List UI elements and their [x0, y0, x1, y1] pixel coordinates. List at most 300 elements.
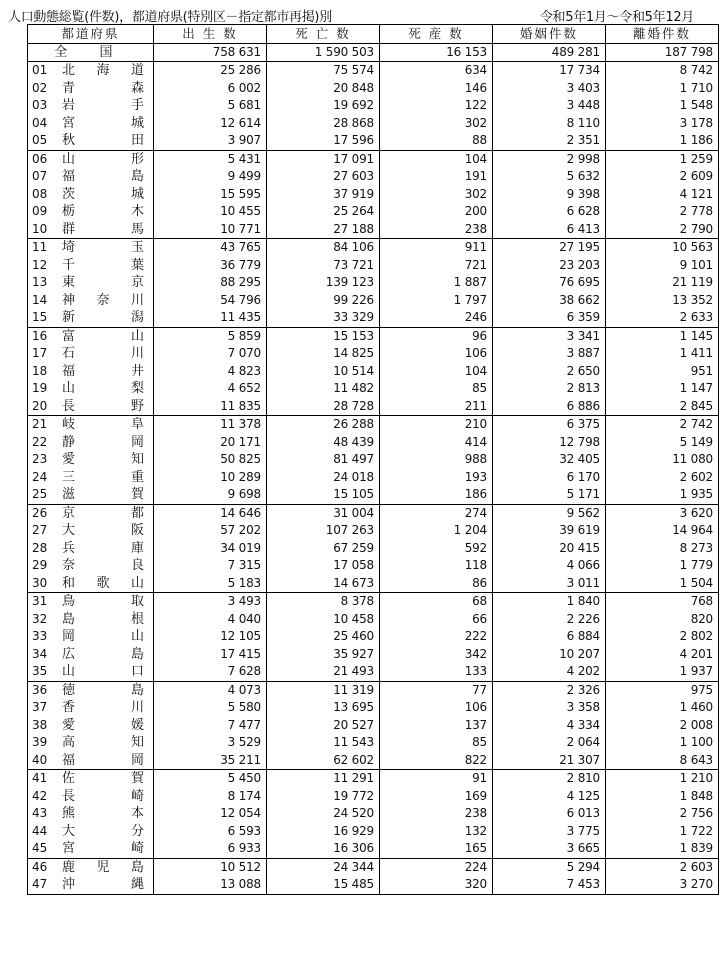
prefecture-cell — [28, 221, 154, 239]
divorces-cell: 1 937 — [606, 663, 719, 681]
prefecture-code: 19 — [32, 381, 48, 395]
deaths-cell: 14 825 — [267, 345, 380, 363]
prefecture-row — [28, 62, 719, 80]
stillbirths-cell: 106 — [380, 699, 493, 717]
births-cell: 7 628 — [154, 663, 267, 681]
prefecture-name: 香 川 — [62, 700, 144, 715]
divorces-cell: 11 080 — [606, 451, 719, 469]
prefecture-cell — [28, 663, 154, 681]
prefecture-row — [28, 327, 719, 345]
births-cell: 57 202 — [154, 522, 267, 540]
prefecture-name: 徳 島 — [62, 682, 144, 698]
marriages-cell: 8 110 — [493, 115, 606, 133]
table-title: 人口動態総覧(件数)，都道府県(特別区－指定都市再掲)別 — [8, 10, 332, 25]
divorces-cell: 2 756 — [606, 805, 719, 823]
prefecture-name: 埼 玉 — [62, 240, 144, 255]
prefecture-row — [28, 469, 719, 487]
deaths-cell: 17 091 — [267, 150, 380, 168]
divorces-cell: 2 602 — [606, 469, 719, 487]
prefecture-row — [28, 257, 719, 275]
prefecture-cell — [28, 416, 154, 434]
marriages-cell: 3 665 — [493, 840, 606, 858]
prefecture-row — [28, 788, 719, 806]
prefecture-cell — [28, 717, 154, 735]
prefecture-code: 35 — [32, 664, 48, 678]
prefecture-name: 宮 城 — [62, 115, 144, 131]
prefecture-code: 30 — [32, 575, 48, 590]
stillbirths-cell: 911 — [380, 239, 493, 257]
stillbirths-cell: 246 — [380, 309, 493, 327]
prefecture-name: 高 知 — [62, 735, 144, 750]
divorces-cell: 1 710 — [606, 80, 719, 98]
deaths-cell: 13 695 — [267, 699, 380, 717]
stillbirths-cell: 414 — [380, 434, 493, 452]
births-cell: 7 477 — [154, 717, 267, 735]
prefecture-code: 20 — [32, 398, 48, 413]
divorces-cell: 2 609 — [606, 168, 719, 186]
divorces-cell: 1 411 — [606, 345, 719, 363]
stillbirths-cell: 118 — [380, 557, 493, 575]
prefecture-code: 25 — [32, 487, 48, 501]
births-cell: 17 415 — [154, 646, 267, 664]
prefecture-name: 京 都 — [62, 505, 144, 521]
divorces-cell: 21 119 — [606, 274, 719, 292]
divorces-cell: 5 149 — [606, 434, 719, 452]
prefecture-code: 15 — [32, 310, 48, 324]
births-cell: 4 823 — [154, 363, 267, 381]
prefecture-code: 42 — [32, 788, 48, 803]
stillbirths-cell: 211 — [380, 398, 493, 416]
marriages-cell: 4 334 — [493, 717, 606, 735]
prefecture-row — [28, 380, 719, 398]
column-header-marriages: 婚姻件数 — [493, 25, 606, 44]
deaths-cell: 8 378 — [267, 593, 380, 611]
divorces-cell: 1 548 — [606, 97, 719, 115]
prefecture-cell — [28, 203, 154, 221]
prefecture-name: 広 島 — [62, 646, 144, 662]
divorces-cell: 2 845 — [606, 398, 719, 416]
stillbirths-cell: 210 — [380, 416, 493, 434]
births-cell: 5 431 — [154, 150, 267, 168]
prefecture-name: 山 梨 — [62, 381, 144, 396]
prefecture-cell — [28, 434, 154, 452]
prefecture-code: 38 — [32, 717, 48, 732]
marriages-cell: 32 405 — [493, 451, 606, 469]
divorces-cell: 9 101 — [606, 257, 719, 275]
births-cell: 43 765 — [154, 239, 267, 257]
divorces-cell: 1 100 — [606, 734, 719, 752]
prefecture-code: 14 — [32, 292, 48, 307]
prefecture-row — [28, 150, 719, 168]
prefecture-cell — [28, 168, 154, 186]
marriages-cell: 3 448 — [493, 97, 606, 115]
marriages-cell: 5 632 — [493, 168, 606, 186]
births-cell: 12 054 — [154, 805, 267, 823]
prefecture-name: 神 奈 川 — [62, 292, 144, 308]
prefecture-row — [28, 823, 719, 841]
prefecture-name: 大 阪 — [62, 523, 144, 538]
prefecture-name: 奈 良 — [62, 558, 144, 573]
prefecture-code: 36 — [32, 682, 48, 697]
births-cell: 6 593 — [154, 823, 267, 841]
marriages-cell: 3 403 — [493, 80, 606, 98]
prefecture-code: 47 — [32, 877, 48, 891]
stillbirths-cell: 85 — [380, 734, 493, 752]
prefecture-row — [28, 522, 719, 540]
prefecture-name: 東 京 — [62, 275, 144, 290]
prefecture-cell — [28, 62, 154, 80]
births-cell: 3 529 — [154, 734, 267, 752]
prefecture-cell — [28, 681, 154, 699]
prefecture-code: 02 — [32, 80, 48, 95]
stillbirths-cell: 169 — [380, 788, 493, 806]
deaths-cell: 81 497 — [267, 451, 380, 469]
marriages-cell: 4 125 — [493, 788, 606, 806]
stillbirths-cell: 122 — [380, 97, 493, 115]
marriages-cell: 4 066 — [493, 557, 606, 575]
stillbirths-cell: 822 — [380, 752, 493, 770]
births-cell: 5 681 — [154, 97, 267, 115]
prefecture-name: 千 葉 — [62, 257, 144, 273]
prefecture-row — [28, 734, 719, 752]
marriages-cell: 6 359 — [493, 309, 606, 327]
births-cell: 4 652 — [154, 380, 267, 398]
divorces-cell: 3 270 — [606, 876, 719, 894]
prefecture-code: 37 — [32, 700, 48, 714]
prefecture-code: 39 — [32, 735, 48, 749]
prefecture-code: 45 — [32, 841, 48, 855]
deaths-cell: 17 058 — [267, 557, 380, 575]
prefecture-code: 03 — [32, 98, 48, 112]
stillbirths-cell: 224 — [380, 858, 493, 876]
prefecture-code: 23 — [32, 452, 48, 466]
marriages-cell: 6 013 — [493, 805, 606, 823]
deaths-cell: 20 527 — [267, 717, 380, 735]
prefecture-row — [28, 575, 719, 593]
marriages-cell: 10 207 — [493, 646, 606, 664]
prefecture-name: 島 根 — [62, 611, 144, 627]
prefecture-code: 16 — [32, 328, 48, 343]
deaths-cell: 20 848 — [267, 80, 380, 98]
prefecture-name: 福 岡 — [62, 752, 144, 768]
stillbirths-cell: 191 — [380, 168, 493, 186]
prefecture-name: 三 重 — [62, 469, 144, 485]
divorces-cell: 820 — [606, 611, 719, 629]
prefecture-name: 福 井 — [62, 363, 144, 379]
deaths-cell: 15 153 — [267, 327, 380, 345]
prefecture-row — [28, 203, 719, 221]
marriages-cell: 6 886 — [493, 398, 606, 416]
prefecture-code: 29 — [32, 558, 48, 572]
deaths-cell: 37 919 — [267, 186, 380, 204]
prefecture-cell — [28, 540, 154, 558]
stillbirths-cell: 342 — [380, 646, 493, 664]
prefecture-code: 17 — [32, 346, 48, 360]
column-header-stillbirths: 死 産 数 — [380, 25, 493, 44]
prefecture-cell — [28, 876, 154, 894]
stillbirths-cell: 274 — [380, 504, 493, 522]
prefecture-row — [28, 557, 719, 575]
prefecture-code: 01 — [32, 63, 48, 77]
deaths-cell: 21 493 — [267, 663, 380, 681]
stillbirths-cell: 1 204 — [380, 522, 493, 540]
prefecture-name: 静 岡 — [62, 434, 144, 450]
marriages-cell: 6 628 — [493, 203, 606, 221]
births-cell: 12 105 — [154, 628, 267, 646]
prefecture-cell — [28, 840, 154, 858]
prefecture-cell — [28, 504, 154, 522]
deaths-cell: 24 520 — [267, 805, 380, 823]
prefecture-name: 佐 賀 — [62, 771, 144, 786]
deaths-cell: 73 721 — [267, 257, 380, 275]
births-cell: 20 171 — [154, 434, 267, 452]
prefecture-name: 北 海 道 — [62, 63, 144, 78]
deaths-cell: 84 106 — [267, 239, 380, 257]
births-cell: 8 174 — [154, 788, 267, 806]
prefecture-cell — [28, 363, 154, 381]
stillbirths-cell: 68 — [380, 593, 493, 611]
deaths-cell: 16 929 — [267, 823, 380, 841]
births-cell: 10 289 — [154, 469, 267, 487]
deaths-cell: 28 728 — [267, 398, 380, 416]
stillbirths-cell: 133 — [380, 663, 493, 681]
prefecture-cell — [28, 858, 154, 876]
births-cell: 5 580 — [154, 699, 267, 717]
prefecture-code: 08 — [32, 186, 48, 201]
divorces-cell: 1 848 — [606, 788, 719, 806]
births-cell: 9 698 — [154, 486, 267, 504]
prefecture-name: 茨 城 — [62, 186, 144, 202]
deaths-cell: 15 105 — [267, 486, 380, 504]
prefecture-cell — [28, 823, 154, 841]
prefecture-code: 40 — [32, 752, 48, 767]
stillbirths-cell: 186 — [380, 486, 493, 504]
deaths-cell: 24 344 — [267, 858, 380, 876]
prefecture-name: 愛 知 — [62, 452, 144, 467]
table-header — [28, 25, 719, 44]
prefecture-name: 愛 媛 — [62, 717, 144, 733]
prefecture-row — [28, 699, 719, 717]
prefecture-code: 46 — [32, 859, 48, 874]
marriages-cell: 17 734 — [493, 62, 606, 80]
prefecture-cell — [28, 97, 154, 115]
divorces-cell: 14 964 — [606, 522, 719, 540]
marriages-cell: 2 998 — [493, 150, 606, 168]
stillbirths-cell: 96 — [380, 327, 493, 345]
marriages-cell: 2 064 — [493, 734, 606, 752]
births-cell: 4 073 — [154, 681, 267, 699]
prefecture-code: 26 — [32, 505, 48, 520]
total-marriages: 489 281 — [493, 43, 606, 62]
divorces-cell: 1 722 — [606, 823, 719, 841]
marriages-cell: 2 226 — [493, 611, 606, 629]
marriages-cell: 2 650 — [493, 363, 606, 381]
prefecture-cell — [28, 150, 154, 168]
births-cell: 11 435 — [154, 309, 267, 327]
prefecture-name: 富 山 — [62, 328, 144, 344]
prefecture-cell — [28, 451, 154, 469]
prefecture-cell — [28, 132, 154, 150]
births-cell: 14 646 — [154, 504, 267, 522]
deaths-cell: 35 927 — [267, 646, 380, 664]
births-cell: 6 002 — [154, 80, 267, 98]
prefecture-cell — [28, 186, 154, 204]
marriages-cell: 9 562 — [493, 504, 606, 522]
prefecture-row — [28, 434, 719, 452]
prefecture-name: 兵 庫 — [62, 540, 144, 556]
stillbirths-cell: 302 — [380, 115, 493, 133]
stillbirths-cell: 193 — [380, 469, 493, 487]
prefecture-row — [28, 398, 719, 416]
prefecture-name: 長 野 — [62, 398, 144, 414]
prefecture-cell — [28, 734, 154, 752]
births-cell: 4 040 — [154, 611, 267, 629]
deaths-cell: 19 772 — [267, 788, 380, 806]
divorces-cell: 1 935 — [606, 486, 719, 504]
deaths-cell: 11 543 — [267, 734, 380, 752]
births-cell: 15 595 — [154, 186, 267, 204]
prefecture-cell — [28, 239, 154, 257]
divorces-cell: 3 178 — [606, 115, 719, 133]
deaths-cell: 26 288 — [267, 416, 380, 434]
prefecture-row — [28, 770, 719, 788]
prefecture-cell — [28, 345, 154, 363]
prefecture-cell — [28, 699, 154, 717]
prefecture-code: 33 — [32, 629, 48, 643]
prefecture-code: 31 — [32, 594, 48, 608]
divorces-cell: 1 779 — [606, 557, 719, 575]
births-cell: 35 211 — [154, 752, 267, 770]
prefecture-code: 07 — [32, 169, 48, 183]
marriages-cell: 2 351 — [493, 132, 606, 150]
prefecture-row — [28, 292, 719, 310]
marriages-cell: 20 415 — [493, 540, 606, 558]
prefecture-cell — [28, 486, 154, 504]
marriages-cell: 2 810 — [493, 770, 606, 788]
table-body — [28, 43, 719, 894]
births-cell: 5 859 — [154, 327, 267, 345]
prefecture-cell — [28, 805, 154, 823]
prefecture-code: 09 — [32, 204, 48, 218]
births-cell: 34 019 — [154, 540, 267, 558]
prefecture-row — [28, 97, 719, 115]
stillbirths-cell: 592 — [380, 540, 493, 558]
deaths-cell: 16 306 — [267, 840, 380, 858]
stillbirths-cell: 1 887 — [380, 274, 493, 292]
divorces-cell: 2 802 — [606, 628, 719, 646]
prefecture-name: 石 川 — [62, 346, 144, 361]
prefecture-row — [28, 611, 719, 629]
stillbirths-cell: 721 — [380, 257, 493, 275]
deaths-cell: 15 485 — [267, 876, 380, 894]
stillbirths-cell: 104 — [380, 150, 493, 168]
prefecture-code: 04 — [32, 115, 48, 130]
prefecture-row — [28, 309, 719, 327]
prefecture-cell — [28, 292, 154, 310]
divorces-cell: 1 259 — [606, 150, 719, 168]
column-header-births: 出 生 数 — [154, 25, 267, 44]
prefecture-name: 岡 山 — [62, 629, 144, 644]
marriages-cell: 39 619 — [493, 522, 606, 540]
prefecture-cell — [28, 770, 154, 788]
prefecture-row — [28, 646, 719, 664]
divorces-cell: 8 273 — [606, 540, 719, 558]
prefecture-name: 新 潟 — [62, 310, 144, 325]
births-cell: 7 315 — [154, 557, 267, 575]
births-cell: 10 512 — [154, 858, 267, 876]
marriages-cell: 38 662 — [493, 292, 606, 310]
total-deaths: 1 590 503 — [267, 43, 380, 62]
deaths-cell: 24 018 — [267, 469, 380, 487]
prefecture-code: 44 — [32, 823, 48, 838]
marriages-cell: 9 398 — [493, 186, 606, 204]
marriages-cell: 12 798 — [493, 434, 606, 452]
divorces-cell: 2 778 — [606, 203, 719, 221]
divorces-cell: 2 790 — [606, 221, 719, 239]
prefecture-row — [28, 681, 719, 699]
divorces-cell: 951 — [606, 363, 719, 381]
deaths-cell: 19 692 — [267, 97, 380, 115]
prefecture-cell — [28, 752, 154, 770]
prefecture-row — [28, 416, 719, 434]
births-cell: 50 825 — [154, 451, 267, 469]
births-cell: 88 295 — [154, 274, 267, 292]
prefecture-row — [28, 593, 719, 611]
divorces-cell: 2 008 — [606, 717, 719, 735]
deaths-cell: 11 482 — [267, 380, 380, 398]
marriages-cell: 27 195 — [493, 239, 606, 257]
marriages-cell: 3 887 — [493, 345, 606, 363]
prefecture-code: 43 — [32, 806, 48, 820]
prefecture-cell — [28, 257, 154, 275]
births-cell: 5 450 — [154, 770, 267, 788]
divorces-cell: 1 145 — [606, 327, 719, 345]
prefecture-code: 06 — [32, 151, 48, 166]
births-cell: 7 070 — [154, 345, 267, 363]
marriages-cell: 6 884 — [493, 628, 606, 646]
prefecture-cell — [28, 522, 154, 540]
divorces-cell: 13 352 — [606, 292, 719, 310]
divorces-cell: 768 — [606, 593, 719, 611]
divorces-cell: 2 603 — [606, 858, 719, 876]
prefecture-cell — [28, 628, 154, 646]
prefecture-row — [28, 840, 719, 858]
divorces-cell: 975 — [606, 681, 719, 699]
marriages-cell: 3 011 — [493, 575, 606, 593]
deaths-cell: 27 603 — [267, 168, 380, 186]
divorces-cell: 1 186 — [606, 132, 719, 150]
stillbirths-cell: 88 — [380, 132, 493, 150]
divorces-cell: 4 201 — [606, 646, 719, 664]
marriages-cell: 2 813 — [493, 380, 606, 398]
prefecture-row — [28, 345, 719, 363]
prefecture-row — [28, 663, 719, 681]
births-cell: 12 614 — [154, 115, 267, 133]
marriages-cell: 21 307 — [493, 752, 606, 770]
prefecture-row — [28, 186, 719, 204]
prefecture-row — [28, 717, 719, 735]
prefecture-cell — [28, 469, 154, 487]
prefecture-row — [28, 486, 719, 504]
prefecture-name: 山 形 — [62, 151, 144, 167]
prefecture-code: 10 — [32, 221, 48, 236]
prefecture-cell — [28, 557, 154, 575]
stillbirths-cell: 634 — [380, 62, 493, 80]
prefecture-name: 和 歌 山 — [62, 575, 144, 591]
deaths-cell: 10 458 — [267, 611, 380, 629]
prefecture-row — [28, 221, 719, 239]
deaths-cell: 31 004 — [267, 504, 380, 522]
